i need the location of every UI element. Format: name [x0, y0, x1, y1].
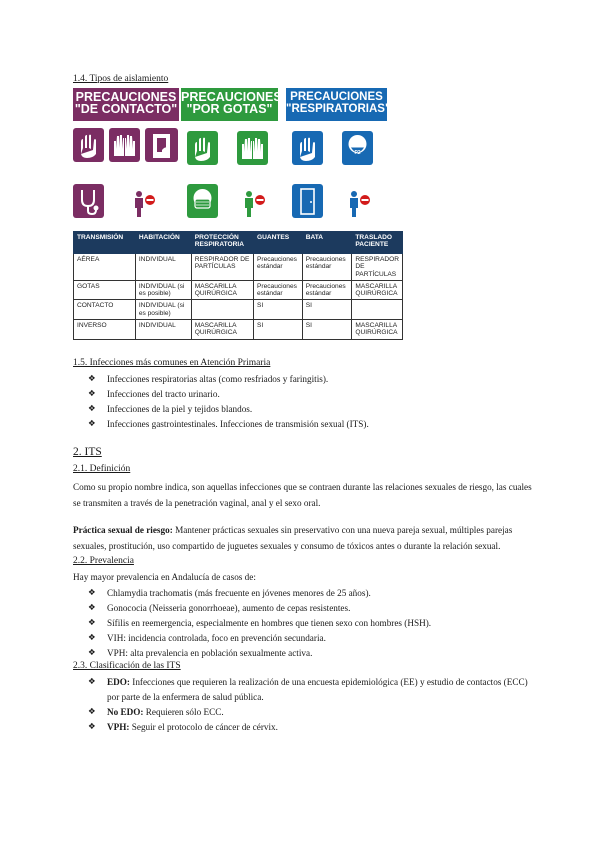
bullet-icon: ❖	[88, 707, 96, 717]
list-item	[88, 646, 528, 661]
list-item	[88, 586, 528, 601]
list-item-text: Chlamydia trachomatis (más frecuente en jóvenes menores de 25 años).	[107, 588, 371, 598]
definition-paragraph: Como su propio nombre indica, son aquellas infecciones que se contraen durante las relaciones sexuales de riesgo, las cuales se transmiten a través de la penetración vaginal, anal y el sexo oral.	[73, 482, 532, 508]
table-cell: Precauciones estándar	[253, 280, 302, 300]
prevalence-intro: Hay mayor prevalencia en Andalucía de casos de:	[73, 572, 256, 582]
list-item	[88, 417, 528, 432]
list-item-label: VPH:	[107, 722, 130, 732]
bullet-icon: ❖	[88, 588, 96, 598]
bullet-icon: ❖	[88, 603, 96, 613]
table-header-cell: GUANTES	[253, 232, 302, 254]
svg-text:P2: P2	[354, 150, 361, 156]
bullet-icon: ❖	[88, 633, 96, 643]
list-item-text: Infecciones gastrointestinales. Infecciones de transmisión sexual (ITS).	[107, 419, 369, 429]
table-cell: CONTACTO	[74, 300, 136, 320]
list-item	[88, 616, 528, 631]
gloves-icon	[109, 128, 140, 162]
poster-contact-precautions	[73, 88, 179, 221]
hands-wash-icon	[292, 131, 323, 165]
stethoscope-icon	[73, 184, 104, 218]
list-item-text: Sífilis en reemergencia, especialmente en hombres que tienen sexo con hombres (HSH).	[107, 618, 432, 628]
table-row	[74, 280, 403, 300]
risk-practice-paragraph	[73, 522, 533, 554]
poster-respiratory-title-line1: PRECAUCIONES	[290, 91, 383, 103]
list-item-text: Requieren sólo ECC.	[143, 707, 224, 717]
table-cell: MASCARILLA QUIRÚRGICA	[352, 320, 403, 340]
table-cell: SI	[302, 320, 352, 340]
table-header-row	[74, 232, 403, 254]
common-infections-list	[88, 372, 528, 432]
mask-icon	[187, 184, 218, 218]
prevalence-list	[88, 586, 528, 661]
table-cell: GOTAS	[74, 280, 136, 300]
table-cell: MASCARILLA QUIRÚRGICA	[191, 320, 253, 340]
gloves-icon	[237, 131, 268, 165]
list-item	[88, 387, 528, 402]
table-row	[74, 300, 403, 320]
poster-droplet-header	[181, 88, 282, 121]
list-item-text: VPH: alta prevalencia en población sexualmente activa.	[107, 648, 313, 658]
gown-icon	[145, 128, 178, 162]
table-cell: SI	[253, 300, 302, 320]
table-cell: RESPIRADOR DE PARTÍCULAS	[191, 254, 253, 281]
list-item-text: Infecciones respiratorias altas (como resfriados y faringitis).	[107, 374, 329, 384]
list-item-text: Infecciones del tracto urinario.	[107, 389, 220, 399]
visitor-restricted-icon	[127, 188, 158, 218]
table-cell: INDIVIDUAL	[135, 320, 191, 340]
table-row	[74, 254, 403, 281]
section-heading-1-4: 1.4. Tipos de aislamiento	[73, 74, 169, 84]
list-item-label: EDO:	[107, 677, 130, 687]
bullet-icon: ❖	[88, 722, 96, 732]
classification-list	[88, 675, 528, 735]
bullet-icon: ❖	[88, 618, 96, 628]
risk-practice-label: Práctica sexual de riesgo:	[73, 525, 173, 535]
table-cell: Precauciones estándar	[253, 254, 302, 281]
poster-contact-header	[73, 88, 179, 121]
list-item	[88, 720, 528, 735]
table-header-cell: TRANSMISIÓN	[74, 232, 136, 254]
poster-droplet-title-line2: "POR GOTAS"	[186, 102, 273, 116]
poster-respiratory-title-line2: "RESPIRATORIAS"	[286, 103, 391, 115]
visitor-restricted-icon	[237, 188, 268, 218]
table-header-cell: BATA	[302, 232, 352, 254]
table-header-cell: TRASLADO PACIENTE	[352, 232, 403, 254]
table-cell: INDIVIDUAL (si es posible)	[135, 300, 191, 320]
visitor-restricted-icon	[342, 188, 373, 218]
list-item	[88, 402, 528, 417]
table-cell: Precauciones estándar	[302, 254, 352, 281]
list-item-text: Infecciones de la piel y tejidos blandos.	[107, 404, 253, 414]
table-header-cell: HABITACIÓN	[135, 232, 191, 254]
table-cell: INVERSO	[74, 320, 136, 340]
bullet-icon: ❖	[88, 648, 96, 658]
section-heading-1-5: 1.5. Infecciones más comunes en Atención Primaria	[73, 358, 271, 368]
bullet-icon: ❖	[88, 677, 96, 687]
list-item-text: Seguir el protocolo de cáncer de cérvix.	[129, 722, 278, 732]
list-item-text: Gonococia (Neisseria gonorrhoeae), aumento de cepas resistentes.	[107, 603, 351, 613]
table-cell: INDIVIDUAL	[135, 254, 191, 281]
respirator-icon	[342, 131, 373, 165]
bullet-icon: ❖	[88, 389, 96, 399]
bullet-icon: ❖	[88, 374, 96, 384]
table-cell	[191, 300, 253, 320]
list-item	[88, 601, 528, 616]
list-item-text: Infecciones que requieren la realización de una encuesta epidemiológica (EE) y estudio de contactos (ECC) por parte de la enfermera de salud pública.	[107, 677, 528, 702]
table-cell: AÉREA	[74, 254, 136, 281]
table-cell: MASCARILLA QUIRÚRGICA	[352, 280, 403, 300]
poster-respiratory-precautions	[286, 88, 391, 221]
risk-practice-text: Mantener prácticas sexuales sin preservativo con una nueva pareja sexual, múltiples parejas sexuales, prostitución, uso compartido de juguetes sexuales y consumo de tóxicos antes o durante la relación sexual.	[73, 525, 513, 551]
hands-wash-icon	[187, 131, 218, 165]
list-item	[88, 372, 528, 387]
table-cell	[352, 300, 403, 320]
list-item	[88, 675, 528, 705]
section-heading-2-1: 2.1. Definición	[73, 464, 131, 474]
table-row	[74, 320, 403, 340]
table-cell: INDIVIDUAL (si es posible)	[135, 280, 191, 300]
table-header-cell: PROTECCIÓN RESPIRATORIA	[191, 232, 253, 254]
isolation-table	[73, 231, 403, 340]
poster-contact-title-line1: PRECAUCIONES	[75, 90, 177, 104]
section-heading-2-3: 2.3. Clasificación de las ITS	[73, 661, 181, 671]
poster-contact-title-line2: "DE CONTACTO"	[74, 102, 178, 116]
list-item-text: VIH: incidencia controlada, foco en prevención secundaria.	[107, 633, 326, 643]
table-cell: RESPIRADOR DE PARTÍCULAS	[352, 254, 403, 281]
list-item	[88, 631, 528, 646]
table-cell: Precauciones estándar	[302, 280, 352, 300]
section-heading-2-2: 2.2. Prevalencia	[73, 556, 134, 566]
hands-wash-icon	[73, 128, 104, 162]
bullet-icon: ❖	[88, 404, 96, 414]
poster-respiratory-header	[286, 88, 391, 121]
door-icon	[292, 184, 323, 218]
poster-droplet-title-line1: PRECAUCIONES	[181, 90, 282, 104]
heading-its: 2. ITS	[73, 446, 102, 458]
poster-droplet-precautions	[181, 88, 282, 221]
list-item-label: No EDO:	[107, 707, 144, 717]
table-cell: SI	[253, 320, 302, 340]
list-item	[88, 705, 528, 720]
bullet-icon: ❖	[88, 419, 96, 429]
table-cell: SI	[302, 300, 352, 320]
table-cell: MASCARILLA QUIRÚRGICA	[191, 280, 253, 300]
